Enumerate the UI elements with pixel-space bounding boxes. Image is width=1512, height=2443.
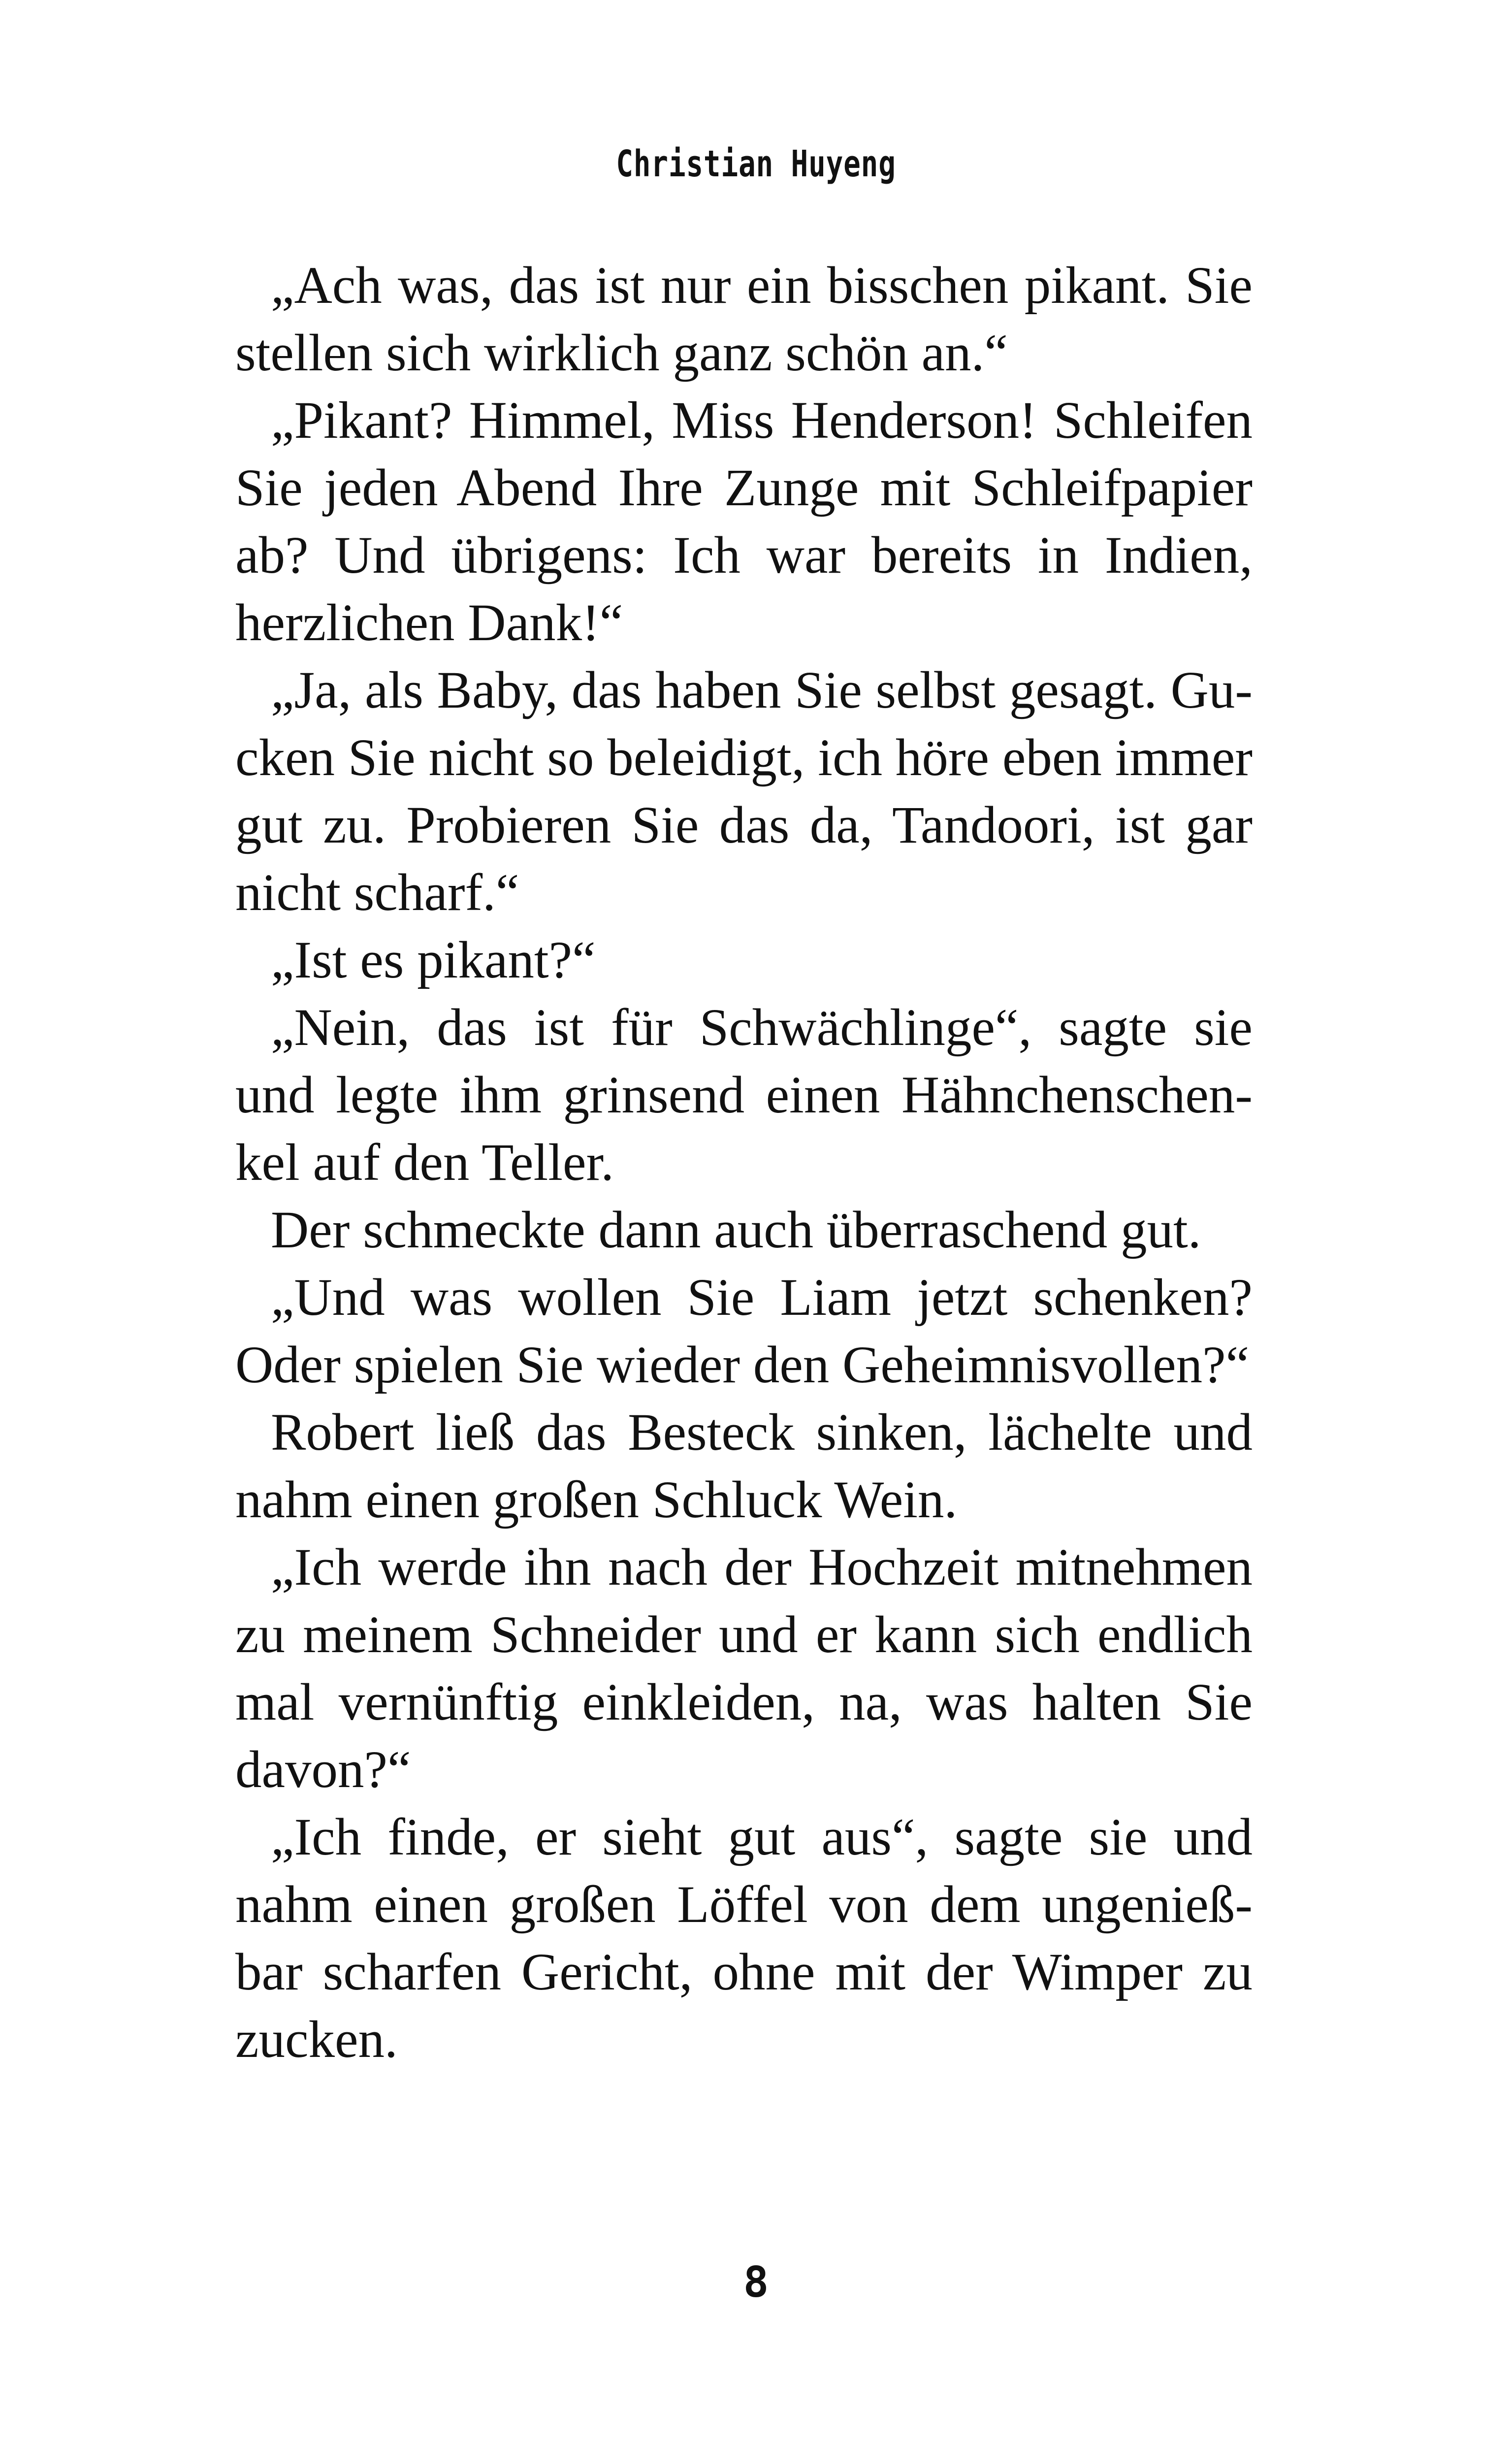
paragraph: „Pikant? Himmel, Miss Henderson! Schleifen Sie jeden Abend Ihre Zunge mit Schleifpapier ab? Und übrigens: Ich war bereits in Indien, herzlichen Dank!“	[235, 391, 1253, 652]
paragraph: Der schmeckte dann auch überraschend gut.	[271, 1201, 1201, 1259]
paragraph: Robert ließ das Besteck sinken, lächelte und nahm einen großen Schluck Wein.	[235, 1403, 1253, 1529]
paragraph: „Nein, das ist für Schwächlinge“, sagte sie und legte ihm grinsend einen Hähnchenschenkel auf den Teller.	[235, 999, 1253, 1192]
paragraph: „Und was wollen Sie Liam jetzt schenken? Oder spielen Sie wieder den Geheimnisvollen?“	[235, 1269, 1253, 1394]
paragraph: „Ich finde, er sieht gut aus“, sagte sie und nahm einen großen Löffel von dem ungenießbar scharfen Gericht, ohne mit der Wimper zu zucken.	[235, 1808, 1253, 2069]
paragraph: „Ich werde ihn nach der Hochzeit mitnehmen zu meinem Schneider und er kann sich endlich mal vernünftig einkleiden, na, was halten Sie davon?“	[235, 1538, 1253, 1799]
running-header: Christian Huyeng	[616, 143, 896, 185]
page-number: 8	[743, 2258, 769, 2307]
body-text	[235, 252, 1253, 2074]
paragraph: „Ja, als Baby, das haben Sie selbst gesagt. Gucken Sie nicht so beleidigt, ich höre eben immer gut zu. Probieren Sie das da, Tandoori, ist gar nicht scharf.“	[235, 661, 1253, 922]
paragraph: „Ist es pikant?“	[271, 931, 596, 989]
paragraph: „Ach was, das ist nur ein bisschen pikant. Sie stellen sich wirklich ganz schön an.“	[235, 257, 1253, 382]
